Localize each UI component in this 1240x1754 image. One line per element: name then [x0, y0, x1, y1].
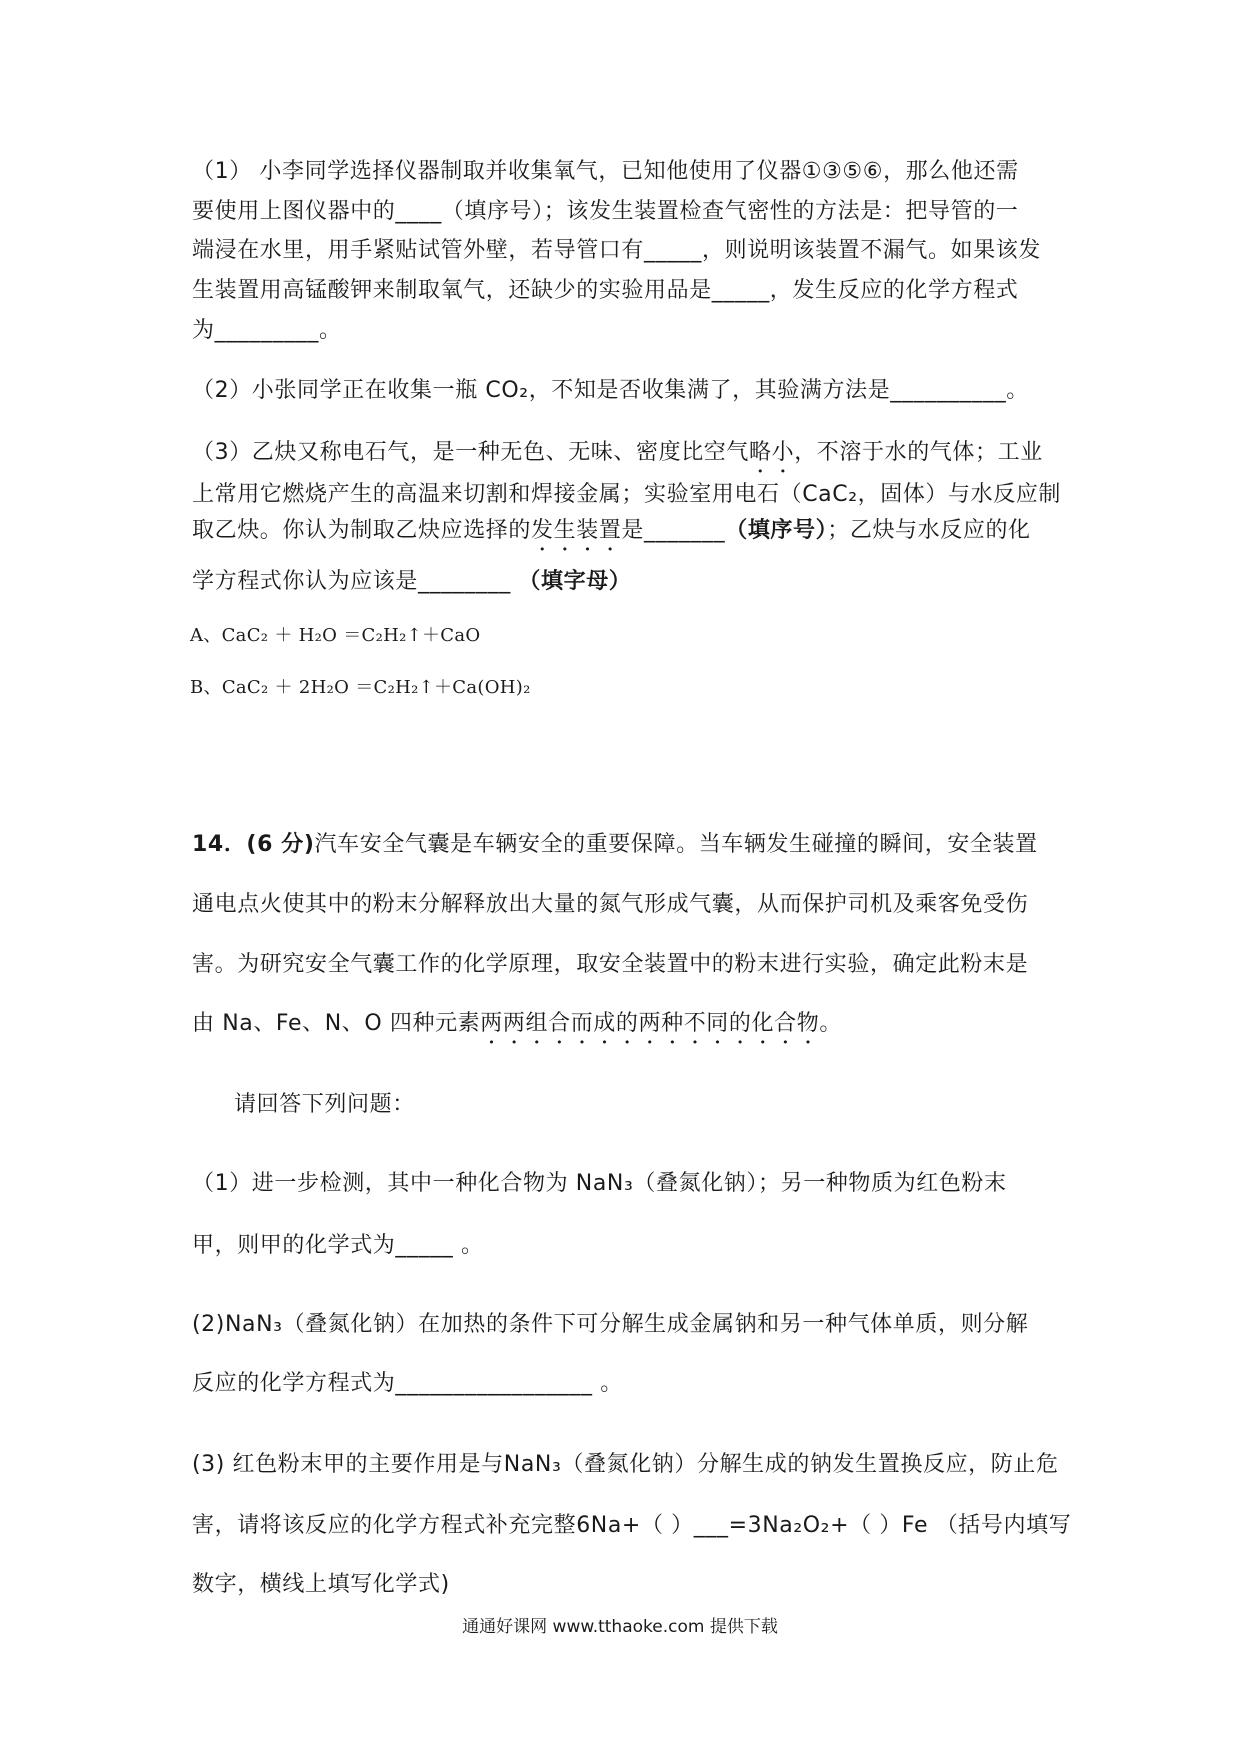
- q14-sub1-line-2: 甲，则甲的化学式为_____ 。: [192, 1233, 484, 1258]
- q14-stem-line-4-text: 由 Na、Fe、N、O 四种元素: [192, 1011, 481, 1036]
- option-b: B、CaC₂ ＋ 2H₂O ＝C₂H₂↑＋Ca(OH)₂: [190, 677, 531, 698]
- q13-part2-line: （2）小张同学正在收集一瓶 CO₂，不知是否收集满了，其验满方法是__________。: [192, 378, 1029, 403]
- q14-stem-line-4: [192, 1009, 842, 1049]
- q14-prompt: 请回答下列问题：: [234, 1092, 415, 1117]
- q14-stem-emphasis: 两两组合而成的两种不同的化合物: [480, 1011, 820, 1036]
- q14-stem-line-4-end: 。: [819, 1011, 842, 1036]
- page-footer: 通通好课网 www.tthaoke.com 提供下载: [462, 1617, 778, 1637]
- q14-stem-line-1-text: 汽车安全气囊是车辆安全的重要保障。当车辆发生碰撞的瞬间，安全装置: [314, 832, 1038, 857]
- q13-part3-instruction-1: （填序号）: [725, 518, 828, 543]
- q14-stem-line-1: [192, 830, 1038, 860]
- q13-part1-line-1: （1） 小李同学选择仪器制取并收集氧气，已知他使用了仪器①③⑤⑥，那么他还需: [192, 159, 1019, 184]
- q13-part3-line-3: [192, 516, 1031, 556]
- q13-part1-line-5: 为_________。: [192, 318, 342, 343]
- q14-sub3-line-3: 数字，横线上填写化学式): [192, 1572, 450, 1597]
- q13-part3-line-1-text: （3）乙炔又称电石气，是一种无色、无味、密度比空气: [192, 440, 749, 465]
- q13-part1-line-3: 端浸在水里，用手紧贴试管外壁，若导管口有_____，则说明该装置不漏气。如果该发: [192, 238, 1042, 263]
- q14-stem-line-3: 害。为研究安全气囊工作的化学原理，取安全装置中的粉末进行实验，确定此粉末是: [192, 952, 1029, 977]
- q14-stem-line-2: 通电点火使其中的粉末分解释放出大量的氮气形成气囊，从而保护司机及乘客免受伤: [192, 892, 1029, 917]
- q13-part3-line-1: [192, 438, 1043, 478]
- q14-number: 14．(6 分): [192, 832, 315, 857]
- q13-part1-line-2: 要使用上图仪器中的____（填序号）；该发生装置检查气密性的方法是：把导管的一: [192, 199, 1019, 224]
- q13-part3-emphasis-1: 略小: [749, 440, 795, 465]
- option-a: A、CaC₂ ＋ H₂O ＝C₂H₂↑＋CaO: [190, 625, 481, 646]
- q13-part3-blank-1: 是_______: [621, 518, 726, 543]
- q14-sub3-line-2: 害，请将该反应的化学方程式补充完整6Na+（ ）___=3Na₂O₂+（ ）Fe （括号内填写: [192, 1513, 1072, 1538]
- q13-part1-line-4: 生装置用高锰酸钾来制取氧气，还缺少的实验用品是_____，发生反应的化学方程式: [192, 278, 1019, 303]
- q13-part3-instruction-2: （填字母）: [518, 569, 632, 594]
- q13-part3-emphasis-2: 发生装置: [531, 518, 622, 543]
- q13-part3-line-3-text: 取乙炔。你认为制取乙炔应选择的: [192, 518, 532, 543]
- q13-part3-line-4-text: 学方程式你认为应该是________: [192, 569, 519, 594]
- q14-sub2-line-2: 反应的化学方程式为_________________ 。: [192, 1371, 623, 1396]
- q14-sub2-line-1: (2)NaN₃（叠氮化钠）在加热的条件下可分解生成金属钠和另一种气体单质，则分解: [192, 1312, 1029, 1337]
- q14-sub3-line-1: (3) 红色粉末甲的主要作用是与NaN₃（叠氮化钠）分解生成的钠发生置换反应，防止危: [192, 1452, 1059, 1477]
- q14-sub1-line-1: （1）进一步检测，其中一种化合物为 NaN₃（叠氮化钠）；另一种物质为红色粉末: [192, 1171, 1007, 1196]
- q13-part3-line-2: 上常用它燃烧产生的高温来切割和焊接金属；实验室用电石（CaC₂，固体）与水反应制: [192, 482, 1062, 507]
- q13-part3-line-4: [192, 567, 631, 597]
- q13-part3-line-1-rest: ，不溶于水的气体；工业: [794, 440, 1043, 465]
- q13-part3-line-3-rest: ；乙炔与水反应的化: [827, 518, 1031, 543]
